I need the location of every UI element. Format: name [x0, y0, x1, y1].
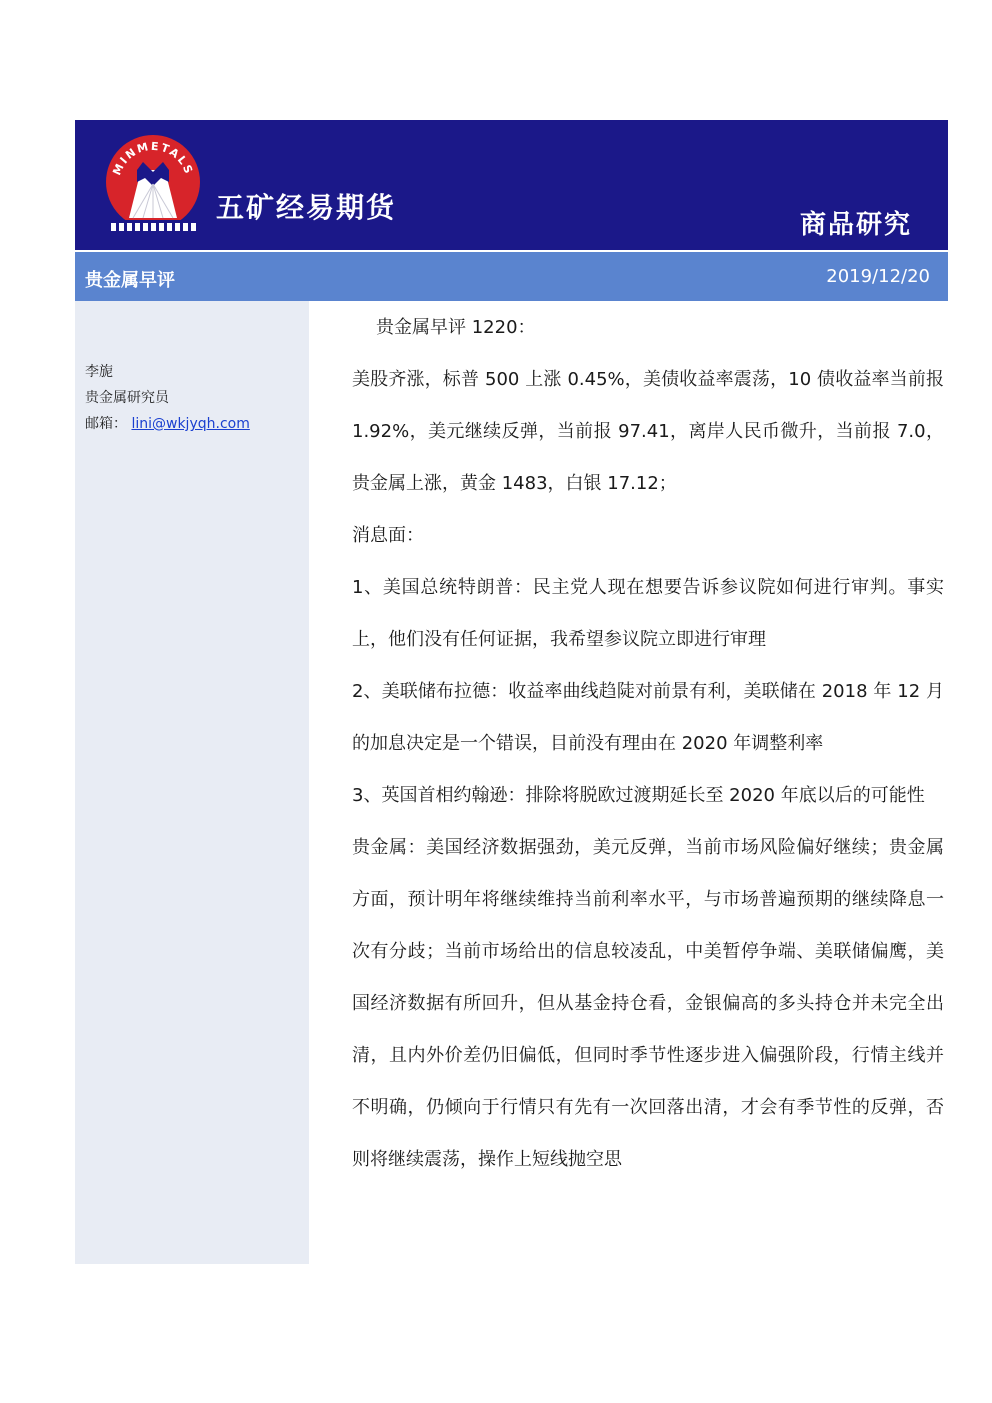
report-header: [75, 120, 948, 250]
minmetals-logo: [103, 132, 203, 236]
author-email-row: [85, 411, 250, 437]
report-date: 2019/12/20: [826, 266, 930, 287]
report-heading: 贵金属早评 1220：: [376, 317, 536, 338]
news-item: 3、英国首相约翰逊：排除将脱欧过渡期延长至 2020 年底以后的可能性: [352, 785, 925, 806]
report-body: [352, 302, 944, 1186]
logo-arc-text: MINMETALS: [110, 139, 196, 178]
section-title: 商品研究: [799, 210, 912, 240]
news-item: 1、美国总统特朗普：民主党人现在想要告诉参议院如何进行审判。事实上，他们没有任何证据，我希望参议院立即进行审理: [352, 577, 944, 650]
company-name: 五矿经易期货: [216, 191, 397, 224]
author-name: 李旎: [85, 364, 113, 380]
market-summary-paragraph: 美股齐涨，标普 500 上涨 0.45%，美债收益率震荡，10 债收益率当前报 1.92%，美元继续反弹，当前报 97.41，离岸人民币微升，当前报 7.0，贵金属上涨，黄金 1483，白银 17.12；: [352, 369, 944, 494]
email-label: 邮箱：: [85, 416, 127, 432]
author-info: [85, 359, 250, 437]
report-subbar: [75, 252, 948, 301]
author-sidebar: [75, 301, 309, 1264]
email-link[interactable]: lini@wkjyqh.com: [131, 416, 250, 432]
news-heading: 消息面：: [352, 525, 424, 546]
analysis-paragraph: 贵金属：美国经济数据强劲，美元反弹，当前市场风险偏好继续；贵金属方面，预计明年将继续维持当前利率水平，与市场普遍预期的继续降息一次有分歧；当前市场给出的信息较凌乱，中美暂停争端、美联储偏鹰，美国经济数据有所回升，但从基金持仓看，金银偏高的多头持仓并未完全出清，且内外价差仍旧偏低，但同时季节性逐步进入偏强阶段，行情主线并不明确，仍倾向于行情只有先有一次回落出清，才会有季节性的反弹，否则将继续震荡，操作上短线抛空思: [352, 837, 944, 1170]
author-title: 贵金属研究员: [85, 390, 169, 406]
news-item: 2、美联储布拉德：收益率曲线趋陡对前景有利，美联储在 2018 年 12 月的加息决定是一个错误，目前没有理由在 2020 年调整利率: [352, 681, 944, 754]
report-type: 贵金属早评: [85, 270, 175, 291]
